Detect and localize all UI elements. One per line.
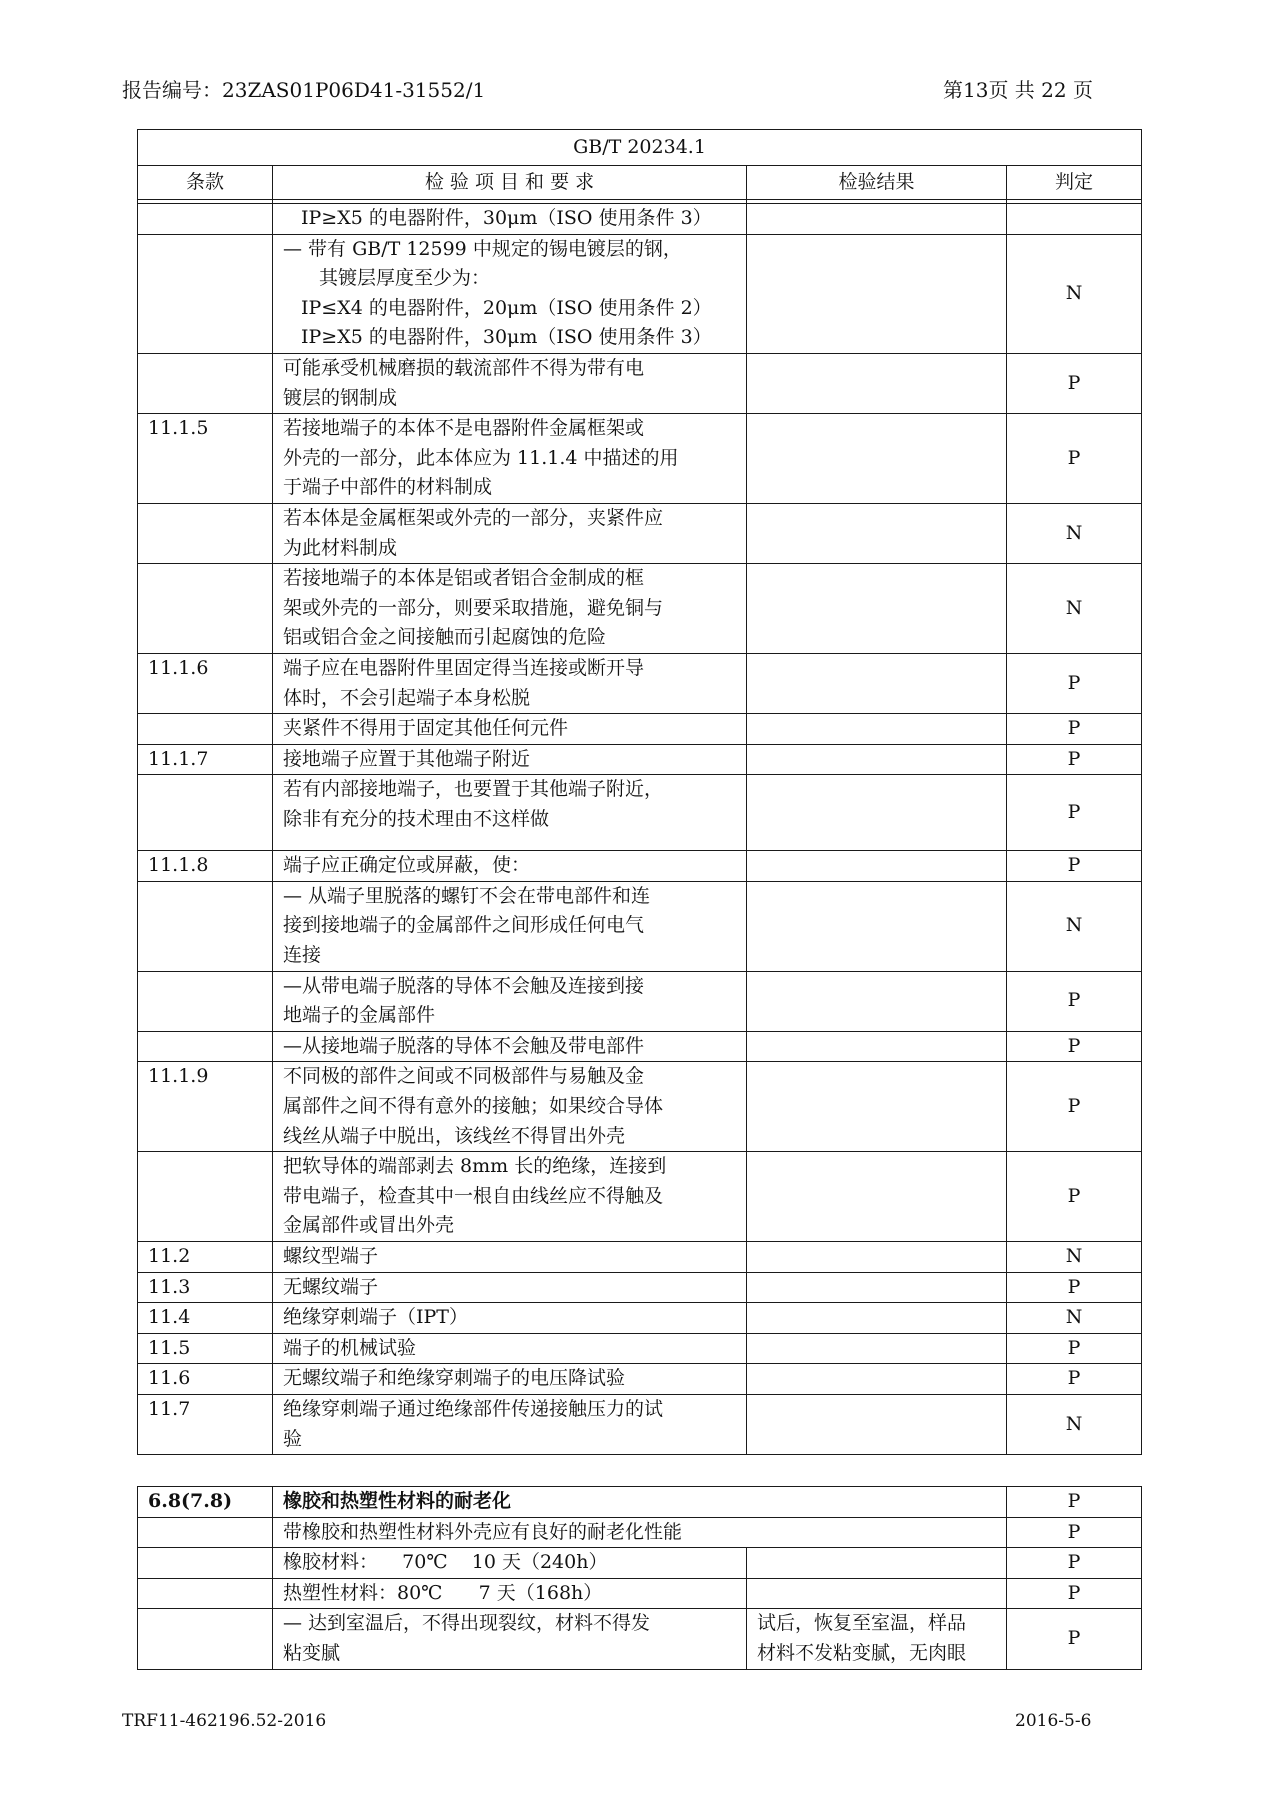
table-row: 橡胶材料： 70℃ 10 天（240h） P	[138, 1548, 1142, 1579]
form-date: 2016-5-6	[1015, 1711, 1092, 1731]
column-header-item: 检 验 项 目 和 要 求	[273, 166, 747, 200]
table-row: 夹紧件不得用于固定其他任何元件 P	[138, 714, 1142, 745]
table-standard-title: GB/T 20234.1	[138, 130, 1142, 166]
table-row: 把软导体的端部剥去 8mm 长的绝缘，连接到 带电端子，检查其中一根自由线丝应不得触及 金属部件或冒出外壳 P	[138, 1152, 1142, 1242]
table-row: 11.5 端子的机械试验 P	[138, 1333, 1142, 1364]
table-row: 11.1.6 端子应在电器附件里固定得当连接或断开导 体时，不会引起端子本身松脱 P	[138, 653, 1142, 713]
table-row: 若接地端子的本体是铝或者铝合金制成的框 架或外壳的一部分，则要采取措施，避免铜与 铝或铝合金之间接触而引起腐蚀的危险 N	[138, 564, 1142, 654]
table-row: 11.6 无螺纹端子和绝缘穿刺端子的电压降试验 P	[138, 1364, 1142, 1395]
inspection-table	[137, 129, 1142, 1455]
table-row: 11.1.7 接地端子应置于其他端子附近 P	[138, 744, 1142, 775]
report-number: 报告编号：23ZAS01P06D41-31552/1	[122, 78, 486, 102]
table-row: 6.8(7.8) 橡胶和热塑性材料的耐老化 P	[138, 1487, 1142, 1518]
table-row: — 从端子里脱落的螺钉不会在带电部件和连 接到接地端子的金属部件之间形成任何电气 连接 N	[138, 881, 1142, 971]
table-row: — 达到室温后，不得出现裂纹，材料不得发 粘变腻 试后，恢复至室温，样品 材料不发粘变腻，无肉眼 P	[138, 1609, 1142, 1669]
table-row: 若本体是金属框架或外壳的一部分，夹紧件应 为此材料制成 N	[138, 503, 1142, 563]
page-info: 第13页 共 22 页	[943, 78, 1093, 102]
table-row: 若有内部接地端子，也要置于其他端子附近， 除非有充分的技术理由不这样做 P	[138, 775, 1142, 851]
table-row: —从接地端子脱落的导体不会触及带电部件 P	[138, 1031, 1142, 1062]
table-row: 11.3 无螺纹端子 P	[138, 1272, 1142, 1303]
table-row: 11.1.5 若接地端子的本体不是电器附件金属框架或 外壳的一部分，此本体应为 11.1.4 中描述的用 于端子中部件的材料制成 P	[138, 414, 1142, 504]
column-header-verdict: 判定	[1007, 166, 1142, 200]
table-row: 11.7 绝缘穿刺端子通过绝缘部件传递接触压力的试 验 N	[138, 1394, 1142, 1454]
table-row: IP≥X5 的电器附件，30μm（ISO 使用条件 3）	[138, 204, 1142, 235]
table-row: —从带电端子脱落的导体不会触及连接到接 地端子的金属部件 P	[138, 971, 1142, 1031]
column-header-result: 检验结果	[747, 166, 1007, 200]
table-row: 11.4 绝缘穿刺端子（IPT） N	[138, 1303, 1142, 1334]
form-number: TRF11-462196.52-2016	[122, 1711, 327, 1731]
table-row: 11.2 螺纹型端子 N	[138, 1242, 1142, 1273]
table-row: 可能承受机械磨损的载流部件不得为带有电 镀层的钢制成 P	[138, 353, 1142, 413]
table-row: 11.1.9 不同极的部件之间或不同极部件与易触及金 属部件之间不得有意外的接触；如果绞合导体 线丝从端子中脱出，该线丝不得冒出外壳 P	[138, 1062, 1142, 1152]
aging-table	[137, 1486, 1142, 1670]
table-row: 带橡胶和热塑性材料外壳应有良好的耐老化性能 P	[138, 1517, 1142, 1548]
table-row: 热塑性材料：80℃ 7 天（168h） P	[138, 1578, 1142, 1609]
table-row: — 带有 GB/T 12599 中规定的锡电镀层的钢， 其镀层厚度至少为： IP≤X4 的电器附件，20μm（ISO 使用条件 2） IP≥X5 的电器附件，30μm（ISO 使用条件 3） N	[138, 234, 1142, 353]
column-header-clause: 条款	[138, 166, 273, 200]
table-row: 11.1.8 端子应正确定位或屏蔽，使： P	[138, 851, 1142, 882]
